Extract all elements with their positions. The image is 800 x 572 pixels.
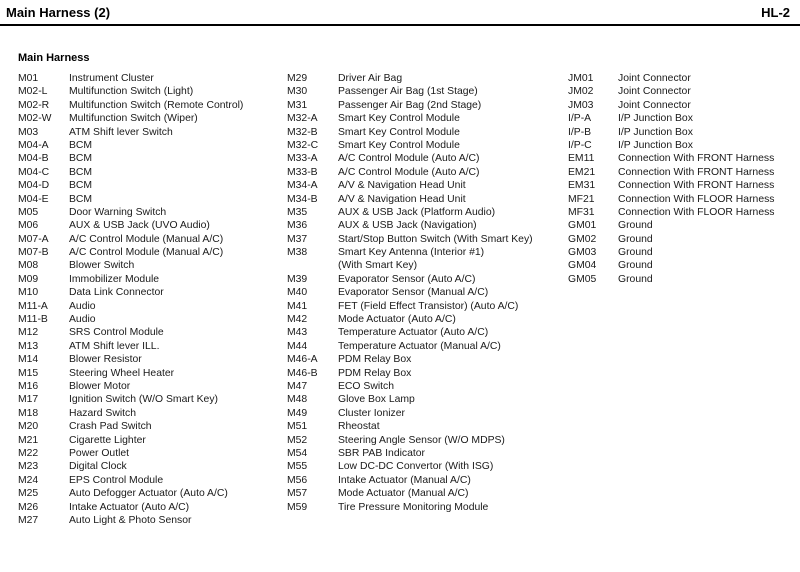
connector-description: Connection With FRONT Harness — [618, 180, 775, 192]
connector-row — [18, 393, 243, 406]
connector-row — [287, 380, 533, 393]
connector-row — [18, 193, 243, 206]
connector-row — [287, 313, 533, 326]
connector-description: Smart Key Control Module — [338, 126, 460, 138]
connector-row — [18, 126, 243, 139]
connector-code: M32-C — [287, 139, 319, 151]
connector-code: EM21 — [568, 166, 596, 178]
connector-row — [287, 166, 533, 179]
connector-description: A/V & Navigation Head Unit — [338, 180, 466, 192]
connector-row — [287, 246, 533, 259]
connector-code: M36 — [287, 220, 308, 232]
connector-code: M04-C — [18, 166, 50, 178]
connector-row — [568, 206, 775, 219]
connector-description: Digital Clock — [69, 461, 127, 473]
connector-code: EM31 — [568, 180, 596, 192]
connector-code: M02-L — [18, 86, 48, 98]
connector-code: M51 — [287, 421, 308, 433]
connector-code — [287, 259, 338, 272]
connector-code: GM04 — [568, 260, 597, 272]
page-title: Main Harness (2) — [6, 4, 111, 20]
connector-description: Passenger Air Bag (1st Stage) — [338, 86, 478, 98]
connector-code: M07-A — [18, 233, 49, 245]
connector-description: SBR PAB Indicator — [338, 447, 426, 459]
connector-description: ECO Switch — [338, 380, 395, 392]
connector-code: JM03 — [568, 99, 594, 111]
connector-code: M32-A — [287, 113, 318, 125]
connector-row — [287, 460, 533, 473]
connector-description: SRS Control Module — [69, 327, 164, 339]
connector-description: BCM — [69, 153, 93, 165]
connector-description: I/P Junction Box — [618, 113, 693, 125]
connector-row — [18, 501, 243, 514]
connector-description: Temperature Actuator (Manual A/C) — [338, 340, 501, 352]
connector-description: A/V & Navigation Head Unit — [338, 193, 466, 205]
connector-description: A/C Control Module (Auto A/C) — [338, 153, 480, 165]
connector-code: M01 — [18, 73, 39, 84]
connector-code: M20 — [18, 421, 39, 433]
connector-description: Instrument Cluster — [69, 73, 154, 84]
connector-row — [18, 246, 243, 259]
connector-description: AUX & USB Jack (UVO Audio) — [69, 220, 210, 232]
connector-code: M32-B — [287, 126, 318, 138]
connector-code: M06 — [18, 220, 39, 232]
connector-row — [18, 380, 243, 393]
connector-row — [287, 139, 533, 152]
connector-row — [568, 259, 775, 272]
connector-description: Evaporator Sensor (Auto A/C) — [338, 273, 476, 285]
connector-code: M56 — [287, 474, 308, 486]
connector-row — [287, 393, 533, 406]
connector-column-1 — [18, 72, 243, 527]
connector-row — [18, 460, 243, 473]
connector-code: M54 — [287, 447, 308, 459]
connector-row — [287, 434, 533, 447]
connector-code: M24 — [18, 474, 39, 486]
connector-code: M11-B — [18, 314, 48, 326]
connector-description: Auto Light & Photo Sensor — [69, 514, 192, 526]
connector-code: M46-B — [287, 367, 318, 379]
connector-row — [287, 367, 533, 380]
connector-code: GM03 — [568, 247, 597, 259]
connector-row — [287, 420, 533, 433]
connector-row — [568, 233, 775, 246]
page-header — [0, 0, 800, 26]
connector-description: Audio — [69, 300, 96, 312]
connector-description: Connection With FLOOR Harness — [618, 206, 775, 218]
connector-row — [18, 219, 243, 232]
connector-code: M37 — [287, 233, 308, 245]
connector-row — [568, 112, 775, 125]
connector-row — [287, 206, 533, 219]
connector-description: Smart Key Antenna (Interior #1) — [338, 247, 485, 259]
connector-row — [18, 259, 243, 272]
connector-row — [568, 193, 775, 206]
connector-code: M47 — [287, 380, 308, 392]
connector-description: BCM — [69, 180, 93, 192]
connector-code: M05 — [18, 206, 39, 218]
connector-description: Intake Actuator (Auto A/C) — [69, 501, 190, 513]
connector-code: M04-A — [18, 139, 49, 151]
connector-code: M25 — [18, 488, 39, 500]
connector-description: Multifunction Switch (Light) — [69, 86, 194, 98]
connector-description: Blower Resistor — [69, 354, 142, 366]
connector-row — [568, 126, 775, 139]
connector-code: M52 — [287, 434, 308, 446]
connector-description: Passenger Air Bag (2nd Stage) — [338, 99, 482, 111]
connector-row — [568, 139, 775, 152]
connector-row — [18, 313, 243, 326]
connector-code: I/P-B — [568, 126, 592, 138]
connector-description: A/C Control Module (Manual A/C) — [69, 233, 224, 245]
connector-description: ATM Shift lever ILL. — [69, 340, 160, 352]
connector-row — [568, 246, 775, 259]
connector-description: Data Link Connector — [69, 287, 164, 299]
connector-row — [18, 166, 243, 179]
connector-row — [287, 340, 533, 353]
connector-description: Connection With FRONT Harness — [618, 166, 775, 178]
connector-row — [18, 353, 243, 366]
connector-code: M34-A — [287, 180, 318, 192]
connector-row — [568, 72, 775, 85]
connector-description: Steering Wheel Heater — [69, 367, 175, 379]
connector-code: M31 — [287, 99, 308, 111]
connector-row — [18, 300, 243, 313]
connector-description: Joint Connector — [618, 73, 691, 84]
connector-row — [568, 85, 775, 98]
connector-description: Ground — [618, 233, 653, 245]
connector-description: Cigarette Lighter — [69, 434, 146, 446]
connector-code: M33-B — [287, 166, 318, 178]
connector-row — [18, 139, 243, 152]
connector-row — [287, 85, 533, 98]
connector-row — [287, 407, 533, 420]
connector-code: M13 — [18, 340, 39, 352]
connector-description: AUX & USB Jack (Navigation) — [338, 220, 477, 232]
connector-row — [287, 487, 533, 500]
connector-description: A/C Control Module (Manual A/C) — [69, 247, 224, 259]
connector-description: AUX & USB Jack (Platform Audio) — [338, 206, 496, 218]
connector-row — [568, 99, 775, 112]
connector-row — [287, 233, 533, 246]
connector-row — [287, 300, 533, 313]
connector-code: M10 — [18, 287, 39, 299]
connector-row — [287, 326, 533, 339]
connector-description: Joint Connector — [618, 99, 691, 111]
connector-row — [18, 152, 243, 165]
connector-code: M26 — [18, 501, 39, 513]
connector-code: M16 — [18, 380, 39, 392]
connector-row — [18, 206, 243, 219]
connector-code: M41 — [287, 300, 308, 312]
connector-description: Connection With FRONT Harness — [618, 153, 775, 165]
connector-code: GM02 — [568, 233, 597, 245]
connector-code: M42 — [287, 314, 308, 326]
connector-row — [287, 179, 533, 192]
connector-row — [287, 259, 533, 272]
connector-description: Low DC-DC Convertor (With ISG) — [338, 461, 494, 473]
connector-code: M57 — [287, 488, 308, 500]
connector-description: Tire Pressure Monitoring Module — [338, 501, 489, 513]
connector-row — [568, 219, 775, 232]
connector-description: BCM — [69, 193, 93, 205]
connector-description: Joint Connector — [618, 86, 691, 98]
connector-code: JM02 — [568, 86, 594, 98]
connector-code: GM01 — [568, 220, 597, 232]
connector-code: M03 — [18, 126, 39, 138]
connector-description: Temperature Actuator (Auto A/C) — [338, 327, 489, 339]
connector-description: Ground — [618, 273, 653, 285]
connector-description: Connection With FLOOR Harness — [618, 193, 775, 205]
connector-code: M44 — [287, 340, 308, 352]
connector-description: Smart Key Control Module — [338, 113, 460, 125]
connector-row — [18, 514, 243, 527]
connector-description: Driver Air Bag — [338, 73, 403, 84]
connector-code: M04-D — [18, 180, 50, 192]
connector-row — [287, 447, 533, 460]
connector-description: Blower Switch — [69, 260, 135, 272]
connector-code: MF21 — [568, 193, 595, 205]
connector-code: M34-B — [287, 193, 318, 205]
connector-description: (With Smart Key) — [338, 260, 418, 272]
connector-description: BCM — [69, 166, 93, 178]
connector-row — [18, 233, 243, 246]
connector-code: M40 — [287, 287, 308, 299]
connector-description: Cluster Ionizer — [338, 407, 405, 419]
connector-code: M14 — [18, 354, 39, 366]
connector-row — [287, 193, 533, 206]
connector-description: Steering Angle Sensor (W/O MDPS) — [338, 434, 505, 446]
connector-row — [18, 447, 243, 460]
connector-code: MF31 — [568, 206, 595, 218]
connector-row — [287, 353, 533, 366]
connector-code: M33-A — [287, 153, 318, 165]
connector-description: Power Outlet — [69, 447, 130, 459]
connector-code: EM11 — [568, 153, 595, 165]
connector-description: I/P Junction Box — [618, 126, 693, 138]
connector-row — [287, 501, 533, 514]
connector-code: M11-A — [18, 300, 48, 312]
connector-description: Door Warning Switch — [69, 206, 167, 218]
connector-code: M12 — [18, 327, 39, 339]
connector-row — [18, 179, 243, 192]
connector-row — [18, 286, 243, 299]
connector-row — [18, 434, 243, 447]
connector-description: Mode Actuator (Manual A/C) — [338, 488, 469, 500]
connector-code: M07-B — [18, 247, 49, 259]
connector-description: Evaporator Sensor (Manual A/C) — [338, 287, 489, 299]
connector-code: M02-W — [18, 113, 52, 125]
connector-row — [287, 72, 533, 85]
connector-row — [18, 273, 243, 286]
connector-code: M38 — [287, 247, 308, 259]
connector-code: M08 — [18, 260, 39, 272]
section-title: Main Harness — [18, 52, 90, 64]
connector-description: Crash Pad Switch — [69, 421, 152, 433]
connector-row — [287, 286, 533, 299]
connector-description: Multifunction Switch (Wiper) — [69, 113, 198, 125]
connector-description: Hazard Switch — [69, 407, 136, 419]
connector-description: Blower Motor — [69, 380, 131, 392]
connector-code: GM05 — [568, 273, 597, 285]
connector-code: M02-R — [18, 99, 50, 111]
connector-description: Smart Key Control Module — [338, 139, 460, 151]
connector-row — [287, 99, 533, 112]
connector-description: Ground — [618, 260, 653, 272]
connector-code: M15 — [18, 367, 39, 379]
connector-code: M23 — [18, 461, 39, 473]
connector-code: M39 — [287, 273, 308, 285]
connector-code: JM01 — [568, 73, 594, 84]
connector-row — [18, 326, 243, 339]
connector-code: I/P-A — [568, 113, 592, 125]
connector-description: Start/Stop Button Switch (With Smart Key) — [338, 233, 533, 245]
connector-code: M04-E — [18, 193, 49, 205]
connector-description: A/C Control Module (Auto A/C) — [338, 166, 480, 178]
connector-column-3 — [568, 72, 775, 286]
connector-column-2 — [287, 72, 533, 514]
connector-code: M48 — [287, 394, 308, 406]
connector-description: Intake Actuator (Manual A/C) — [338, 474, 471, 486]
connector-row — [568, 179, 775, 192]
connector-code: M43 — [287, 327, 308, 339]
connector-description: PDM Relay Box — [338, 367, 412, 379]
connector-description: I/P Junction Box — [618, 139, 693, 151]
connector-code: M18 — [18, 407, 39, 419]
connector-description: ATM Shift lever Switch — [69, 126, 173, 138]
connector-code: M46-A — [287, 354, 318, 366]
connector-code: I/P-C — [568, 139, 592, 151]
connector-description: Ignition Switch (W/O Smart Key) — [69, 394, 218, 406]
connector-row — [287, 152, 533, 165]
connector-code: M17 — [18, 394, 39, 406]
connector-description: Immobilizer Module — [69, 273, 160, 285]
connector-description: BCM — [69, 139, 93, 151]
connector-description: Mode Actuator (Auto A/C) — [338, 314, 456, 326]
connector-description: Rheostat — [338, 421, 380, 433]
connector-description: Multifunction Switch (Remote Control) — [69, 99, 244, 111]
connector-row — [18, 340, 243, 353]
connector-description: PDM Relay Box — [338, 354, 412, 366]
connector-row — [18, 407, 243, 420]
connector-description: Glove Box Lamp — [338, 394, 415, 406]
connector-code: M21 — [18, 434, 39, 446]
connector-code: M55 — [287, 461, 308, 473]
connector-row — [18, 85, 243, 98]
connector-row — [18, 487, 243, 500]
connector-row — [287, 112, 533, 125]
connector-code: M29 — [287, 73, 308, 84]
connector-code: M09 — [18, 273, 39, 285]
connector-row — [568, 166, 775, 179]
connector-code: M49 — [287, 407, 308, 419]
connector-row — [287, 126, 533, 139]
connector-row — [18, 112, 243, 125]
connector-row — [287, 219, 533, 232]
connector-row — [18, 474, 243, 487]
connector-row — [568, 152, 775, 165]
page-id: HL-2 — [761, 4, 790, 20]
connector-code: M27 — [18, 514, 39, 526]
connector-description: Auto Defogger Actuator (Auto A/C) — [69, 488, 228, 500]
connector-code: M04-B — [18, 153, 49, 165]
connector-row — [18, 72, 243, 85]
connector-code: M59 — [287, 501, 308, 513]
connector-row — [18, 367, 243, 380]
connector-code: M22 — [18, 447, 39, 459]
connector-description: FET (Field Effect Transistor) (Auto A/C) — [338, 300, 519, 312]
connector-row — [18, 99, 243, 112]
connector-row — [287, 474, 533, 487]
connector-row — [18, 420, 243, 433]
connector-description: Ground — [618, 220, 653, 232]
connector-description: Audio — [69, 314, 96, 326]
connector-description: Ground — [618, 247, 653, 259]
connector-row — [568, 273, 775, 286]
connector-description: EPS Control Module — [69, 474, 164, 486]
connector-code: M30 — [287, 86, 308, 98]
connector-row — [287, 273, 533, 286]
connector-code: M35 — [287, 206, 308, 218]
